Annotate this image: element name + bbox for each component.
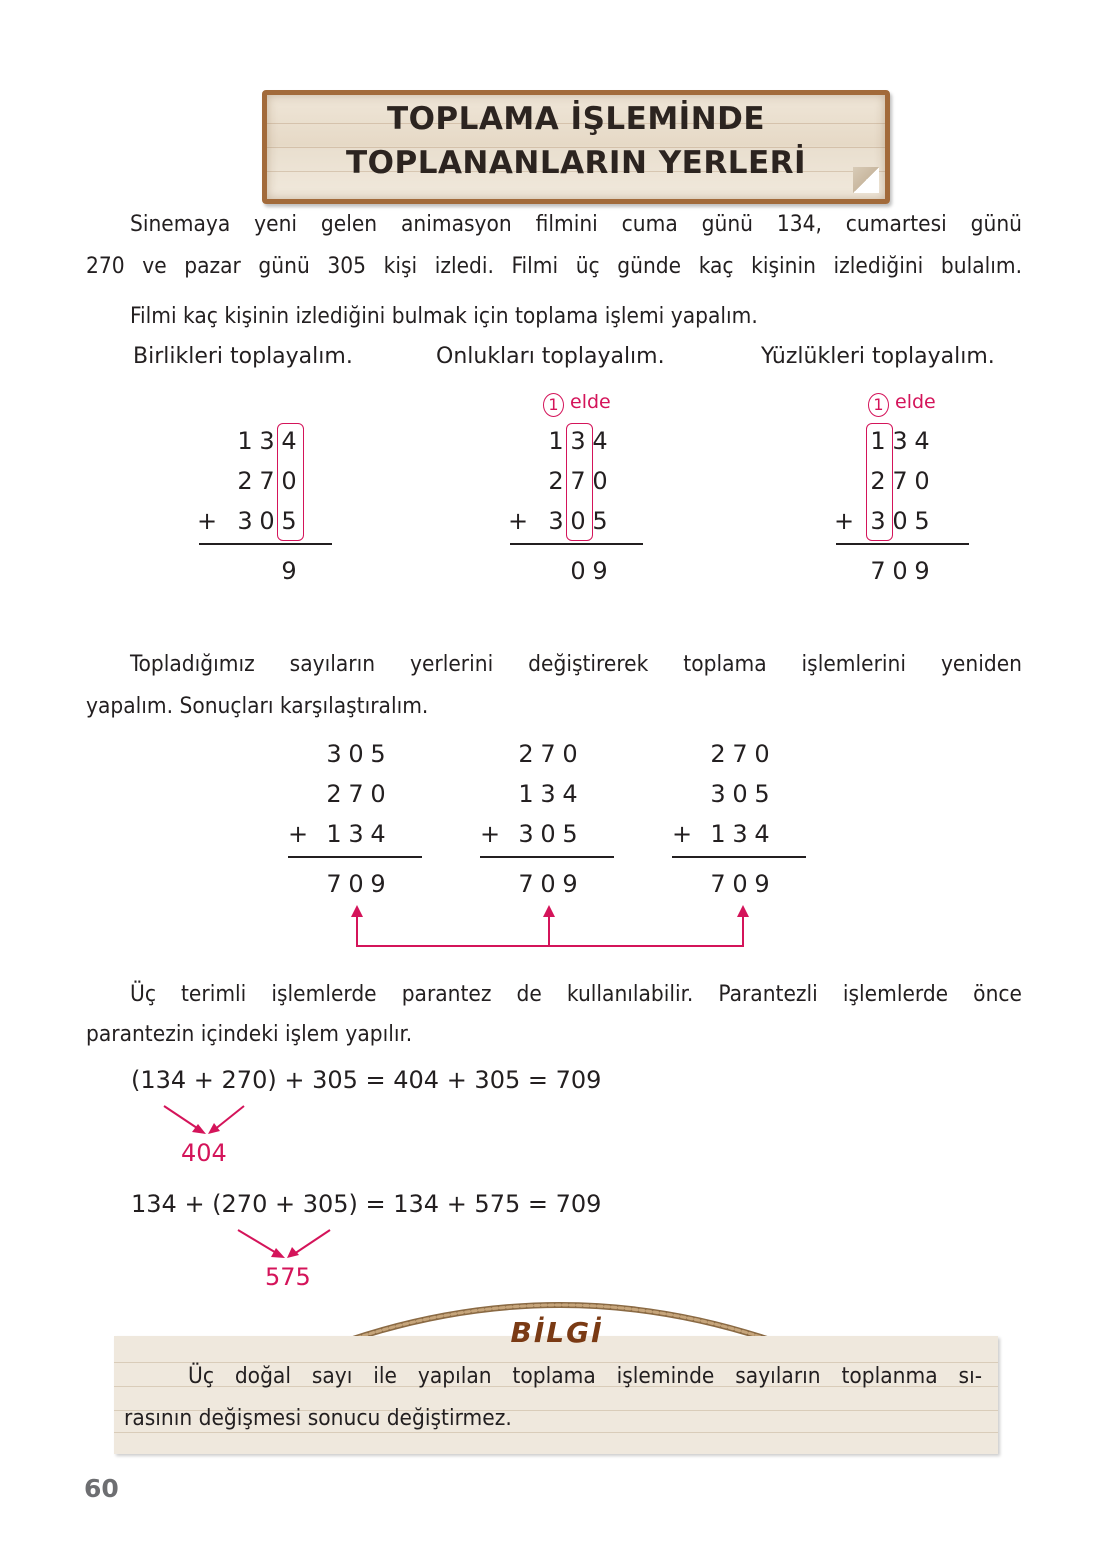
equation-2-partial: 575 xyxy=(265,1263,311,1291)
digit: 2 xyxy=(548,467,564,495)
digit: 1 xyxy=(548,427,564,455)
commutative-line-2: yapalım. Sonuçları karşılaştıralım. xyxy=(86,693,429,719)
info-heading: BİLGİ xyxy=(510,1316,604,1349)
equation-1-arrows xyxy=(150,1098,270,1142)
arrow-up-icon xyxy=(543,905,555,917)
sum-line xyxy=(672,856,806,858)
digit: 7 xyxy=(892,467,908,495)
digit: 7 xyxy=(259,467,275,495)
digit: 0 xyxy=(562,740,578,768)
digit: 7 xyxy=(732,740,748,768)
equal-results-bracket xyxy=(340,900,760,955)
digit: 1 xyxy=(870,427,886,455)
step-ones-heading: Birlikleri toplayalım. xyxy=(133,344,353,369)
digit: 0 xyxy=(592,467,608,495)
result-digit: 0 xyxy=(732,870,748,898)
digit: 2 xyxy=(326,780,342,808)
digit: 3 xyxy=(326,740,342,768)
equation-1: (134 + 270) + 305 = 404 + 305 = 709 xyxy=(131,1066,602,1094)
digit: 7 xyxy=(540,740,556,768)
result-digit: 9 xyxy=(754,870,770,898)
sum-line xyxy=(199,543,332,545)
intro-line-2: 270 ve pazar günü 305 kişi izledi. Filmi üç günde kaç kişinin izlediğini bulalım. xyxy=(86,253,1022,279)
result-digit: 7 xyxy=(710,870,726,898)
digit: 4 xyxy=(754,820,770,848)
parentheses-line-2: parantezin içindeki işlem yapılır. xyxy=(86,1021,413,1047)
digit: 3 xyxy=(548,507,564,535)
digit: 0 xyxy=(348,740,364,768)
result-digit: 0 xyxy=(348,870,364,898)
step-tens-heading: Onlukları toplayalım. xyxy=(436,344,665,369)
plus-sign: + xyxy=(480,820,501,848)
sum-line xyxy=(480,856,614,858)
info-line-1: Üç doğal sayı ile yapılan toplama işleminde sayıların toplanma sı- xyxy=(188,1363,982,1389)
result-digit: 7 xyxy=(518,870,534,898)
digit: 3 xyxy=(892,427,908,455)
digit: 2 xyxy=(518,740,534,768)
sum-line xyxy=(510,543,643,545)
plus-sign: + xyxy=(672,820,693,848)
title-board xyxy=(262,90,890,204)
arrow-icon xyxy=(208,1123,220,1134)
digit: 3 xyxy=(540,780,556,808)
plus-sign: + xyxy=(834,507,855,535)
digit: 5 xyxy=(281,507,297,535)
equation-2: 134 + (270 + 305) = 134 + 575 = 709 xyxy=(131,1190,602,1218)
page-curl-icon xyxy=(853,167,879,193)
carry-label: elde xyxy=(895,391,936,413)
digit: 2 xyxy=(710,740,726,768)
result-digit: 0 xyxy=(540,870,556,898)
carry-label: elde xyxy=(570,391,611,413)
arrow-icon xyxy=(271,1248,285,1258)
digit: 3 xyxy=(237,507,253,535)
digit: 0 xyxy=(892,507,908,535)
digit: 1 xyxy=(237,427,253,455)
result-digit: 7 xyxy=(326,870,342,898)
digit: 4 xyxy=(562,780,578,808)
digit: 0 xyxy=(370,780,386,808)
equation-1-partial: 404 xyxy=(181,1139,227,1167)
digit: 4 xyxy=(592,427,608,455)
result-digit: 9 xyxy=(281,557,297,585)
digit: 0 xyxy=(540,820,556,848)
arrow-up-icon xyxy=(351,905,363,917)
result-digit: 9 xyxy=(562,870,578,898)
result-digit: 9 xyxy=(592,557,608,585)
carry-digit: 1 xyxy=(543,393,564,417)
digit: 3 xyxy=(732,820,748,848)
intro-line-3: Filmi kaç kişinin izlediğini bulmak için toplama işlemi yapalım. xyxy=(130,303,758,329)
info-line-2: rasının değişmesi sonucu değiştirmez. xyxy=(124,1405,512,1431)
digit: 0 xyxy=(281,467,297,495)
digit: 2 xyxy=(237,467,253,495)
equation-2-arrows xyxy=(230,1222,350,1266)
digit: 7 xyxy=(570,467,586,495)
result-digit: 9 xyxy=(370,870,386,898)
digit: 3 xyxy=(710,780,726,808)
sum-line xyxy=(288,856,422,858)
digit: 5 xyxy=(370,740,386,768)
commutative-line-1: Topladığımız sayıların yerlerini değiştirerek toplama işlemlerini yeniden xyxy=(130,651,1022,677)
digit: 0 xyxy=(259,507,275,535)
arrow-up-icon xyxy=(737,905,749,917)
page-number: 60 xyxy=(84,1474,119,1503)
title-line-2: TOPLANANLARIN YERLERİ xyxy=(345,145,807,181)
sum-line xyxy=(836,543,969,545)
digit: 5 xyxy=(754,780,770,808)
digit: 0 xyxy=(732,780,748,808)
digit: 4 xyxy=(370,820,386,848)
digit: 7 xyxy=(348,780,364,808)
digit: 1 xyxy=(326,820,342,848)
intro-line-1: Sinemaya yeni gelen animasyon filmini cuma günü 134, cumartesi günü xyxy=(130,211,1022,237)
digit: 3 xyxy=(348,820,364,848)
result-digit: 0 xyxy=(892,557,908,585)
digit: 5 xyxy=(914,507,930,535)
digit: 1 xyxy=(710,820,726,848)
digit: 3 xyxy=(570,427,586,455)
digit: 3 xyxy=(259,427,275,455)
result-digit: 0 xyxy=(570,557,586,585)
result-digit: 7 xyxy=(870,557,886,585)
digit: 5 xyxy=(562,820,578,848)
digit: 3 xyxy=(518,820,534,848)
plus-sign: + xyxy=(197,507,218,535)
digit: 3 xyxy=(870,507,886,535)
digit: 2 xyxy=(870,467,886,495)
digit: 0 xyxy=(754,740,770,768)
digit: 0 xyxy=(570,507,586,535)
plus-sign: + xyxy=(288,820,309,848)
parentheses-line-1: Üç terimli işlemlerde parantez de kullanılabilir. Parantezli işlemlerde önce xyxy=(130,981,1022,1007)
digit: 1 xyxy=(518,780,534,808)
step-hundreds-heading: Yüzlükleri toplayalım. xyxy=(761,344,995,369)
title-line-1: TOPLAMA İŞLEMİNDE xyxy=(386,101,766,137)
digit: 4 xyxy=(281,427,297,455)
digit: 5 xyxy=(592,507,608,535)
digit: 4 xyxy=(914,427,930,455)
plus-sign: + xyxy=(508,507,529,535)
carry-digit: 1 xyxy=(868,393,889,417)
result-digit: 9 xyxy=(914,557,930,585)
digit: 0 xyxy=(914,467,930,495)
